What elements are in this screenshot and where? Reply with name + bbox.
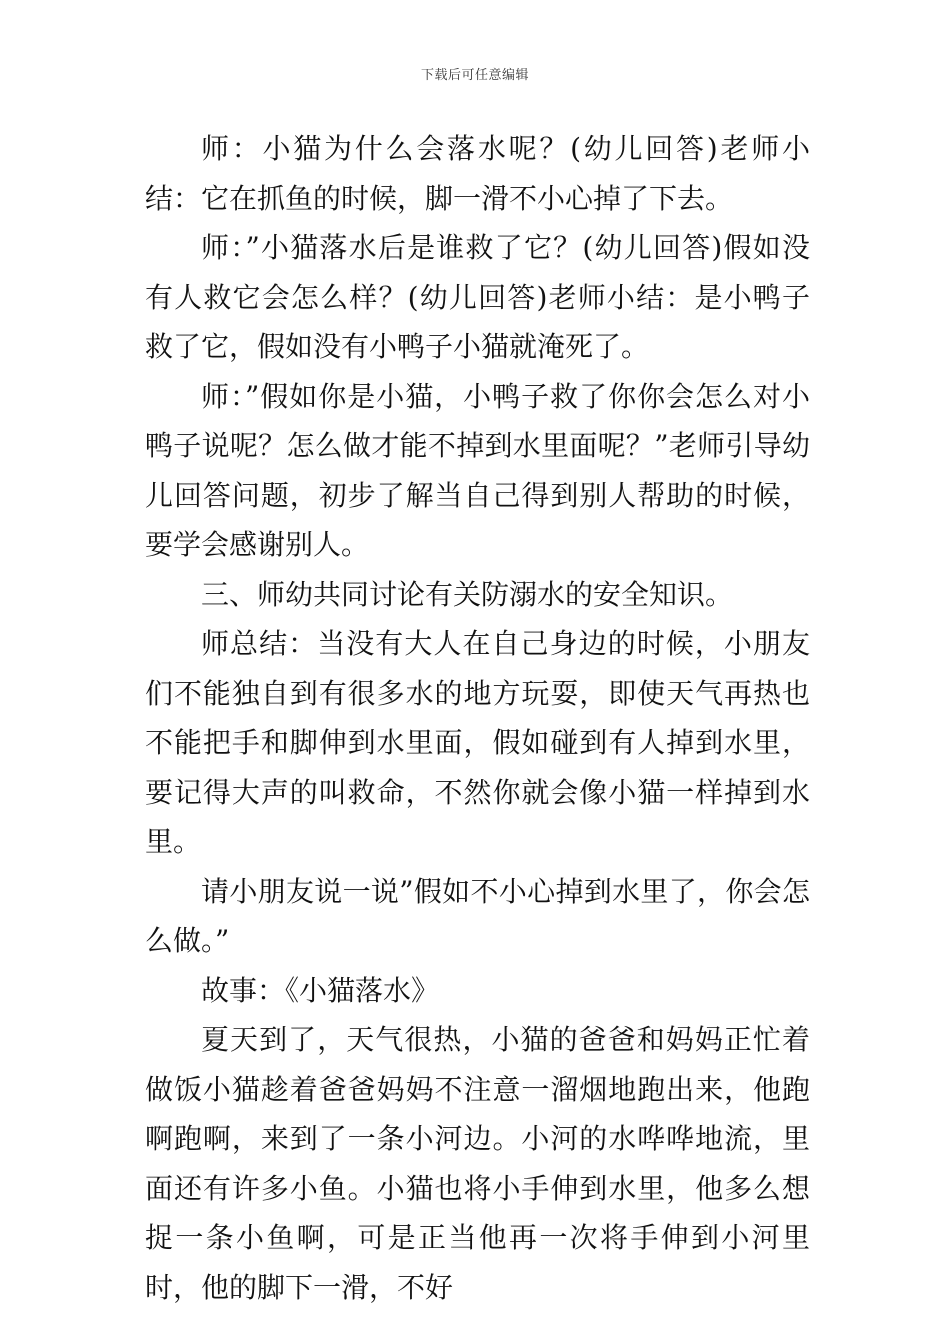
document-body [145, 124, 810, 1312]
paragraph-teacher-question-2: 师：”小猫落水后是谁救了它？(幼儿回答)假如没有人救它会怎么样？(幼儿回答)老师小结：是小鸭子救了它，假如没有小鸭子小猫就淹死了。 [145, 231, 810, 363]
paragraph-teacher-question-3: 师：”假如你是小猫，小鸭子救了你你会怎么对小鸭子说呢？怎么做才能不掉到水里面呢？”老师引导幼儿回答问题，初步了解当自己得到别人帮助的时候，要学会感谢别人。 [145, 379, 810, 561]
paragraph-story-title: 故事：《小猫落水》 [201, 973, 440, 1007]
paragraph-section-three: 三、师幼共同讨论有关防溺水的安全知识。 [201, 577, 734, 611]
paragraph-teacher-question-1: 师：小猫为什么会落水呢？(幼儿回答)老师小结：它在抓鱼的时候，脚一滑不小心掉了下去。 [145, 132, 810, 215]
paragraph-children-discussion: 请小朋友说一说”假如不小心掉到水里了，你会怎么做。” [145, 874, 810, 957]
page-header: 下载后可任意编辑 [420, 68, 529, 83]
paragraph-story-text: 夏天到了，天气很热，小猫的爸爸和妈妈正忙着做饭小猫趁着爸爸妈妈不注意一溜烟地跑出来，他跑啊跑啊，来到了一条小河边。小河的水哗哗地流，里面还有许多小鱼。小猫也将小手伸到水里，他多么想捉一条小鱼啊，可是正当他再一次将手伸到小河里时，他的脚下一滑，不好 [145, 1023, 810, 1304]
paragraph-teacher-summary: 师总结：当没有大人在自己身边的时候，小朋友们不能独自到有很多水的地方玩耍，即使天气再热也不能把手和脚伸到水里面，假如碰到有人掉到水里，要记得大声的叫救命，不然你就会像小猫一样掉到水里。 [145, 627, 810, 858]
